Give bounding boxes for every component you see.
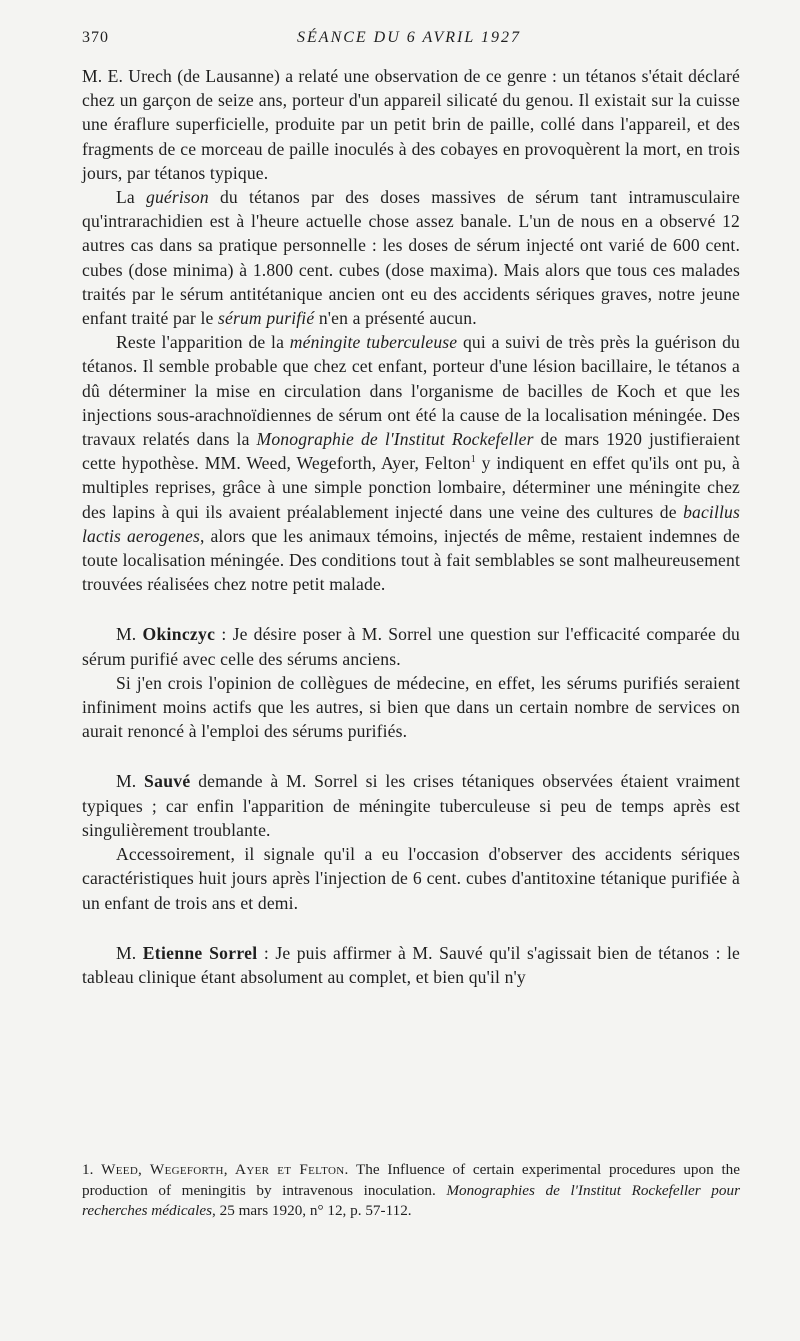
italic-reference: Monographie de l'Institut Rockefeller	[256, 429, 534, 450]
paragraph-okinczyc	[82, 622, 740, 670]
text-run: : Je puis affirmer à M. Sauvé qu'il s'agissait bien de tétanos : le tableau clinique étant absolument au complet, et bien qu'il n'y	[82, 942, 741, 987]
page-number: 370	[82, 29, 109, 46]
speaker-name: Sauvé	[144, 771, 191, 792]
header-title: SÉANCE DU 6 AVRIL 1927	[297, 29, 521, 46]
paragraph-meningite	[82, 330, 740, 596]
speaker-name: Okinczyc	[142, 624, 216, 645]
text-run: qui a suivi de très près la guérison du tétanos. Il semble probable que chez cet enfant, porteur d'une lésion bacillaire, le tétanos a dû déterminer la mise en circulation dans l'organisme de bacilles de Koch et que les injections sous-arachnoïdiennes de sérum ont été la cause de la localisation méningée. Des travaux relatés dans la	[82, 332, 740, 450]
footnote-authors: Weed, Wegeforth, Ayer et Felton.	[101, 1161, 349, 1178]
text-run: Reste l'apparition de la	[116, 332, 290, 353]
italic-term: guérison	[146, 187, 209, 208]
speaker-name: Etienne Sorrel	[142, 942, 258, 963]
paragraph-okinczyc-continued: Si j'en crois l'opinion de collègues de médecine, en effet, les sérums purifiés seraient infiniment moins actifs que les autres, si bien que dans un certain nombre de services on aurait renoncé à l'emploi des sérums purifiés.	[82, 672, 740, 742]
text-run: La	[116, 187, 147, 208]
text-run: : Je désire poser à M. Sorrel une question sur l'efficacité comparée du sérum purifié avec celle des sérums anciens.	[82, 624, 740, 669]
text-run: de mars 1920 justifieraient cette hypothèse. MM. Weed, Wegeforth, Ayer, Felton	[82, 429, 741, 474]
paragraph-sorrel	[82, 941, 740, 989]
paragraph-sauve	[82, 769, 740, 842]
italic-term: sérum purifié	[218, 308, 315, 329]
footnote-tail: , 25 mars 1920, n° 12, p. 57-112.	[212, 1202, 412, 1219]
speaker-prefix: M.	[116, 771, 145, 792]
text-run: du tétanos par des doses massives de sérum tant intramusculaire qu'intrarachidien est à l'heure actuelle chose assez banale. L'un de nous en a observé 12 autres cas dans sa pratique personnelle : les doses de sérum injecté ont varié de 600 cent. cubes (dose minima) à 1.800 cent. cubes (dose maxima). Mais alors que tous ces malades traités par le sérum antitétanique ancien ont eu des accidents sériques graves, notre jeune enfant traité par le	[82, 187, 741, 329]
footnote	[82, 1160, 740, 1222]
italic-term: méningite tuberculeuse	[289, 332, 458, 353]
paragraph-urech: M. E. Urech (de Lausanne) a relaté une observation de ce genre : un tétanos s'était déclaré chez un garçon de seize ans, porteur d'un appareil silicaté du genou. Il existait sur la cuisse une éraflure superficielle, produite par un petit brin de paille, collé dans l'appareil, et des fragments de ce morceau de paille inoculés à des cobayes en provoquèrent la mort, en trois jours, par tétanos typique.	[82, 66, 740, 183]
italic-term: bacillus lactis aerogenes	[82, 501, 740, 546]
text-run: , alors que les animaux témoins, injectés de même, restaient indemnes de toute localisation méningée. Des conditions tout à fait semblables se sont malheureusement trouvées réalisées chez notre petit malade.	[82, 525, 740, 595]
paragraph-guerison	[82, 185, 740, 330]
running-head	[82, 24, 736, 52]
footnote-number: 1.	[82, 1161, 94, 1178]
text-run: y indiquent en effet qu'ils ont pu, à multiples reprises, grâce à une simple ponction lombaire, déterminer une méningite chez des lapins à qui ils avaient préalablement injecté dans une veine des cultures de	[82, 453, 740, 522]
speaker-prefix: M.	[116, 942, 143, 963]
speaker-prefix: M.	[116, 624, 143, 645]
footnote-source: Monographies de l'Institut Rockefeller pour recherches médicales	[82, 1181, 740, 1219]
body-text	[82, 64, 740, 989]
text-run: n'en a présenté aucun.	[314, 308, 477, 329]
footnote-marker: 1	[470, 454, 476, 466]
footnote-text: The Influence of certain experimental procedures upon the production of meningitis by intravenous inoculation.	[82, 1161, 741, 1199]
paragraph-sauve-continued: Accessoirement, il signale qu'il a eu l'occasion d'observer des accidents sériques caractéristiques huit jours après l'injection de 6 cent. cubes d'antitoxine tétanique purifiée à un enfant de trois ans et demi.	[82, 844, 740, 913]
text-run: demande à M. Sorrel si les crises tétaniques observées étaient vraiment typiques ; car enfin l'apparition de méningite tuberculeuse si peu de temps après est singulièrement troublante.	[82, 771, 740, 840]
